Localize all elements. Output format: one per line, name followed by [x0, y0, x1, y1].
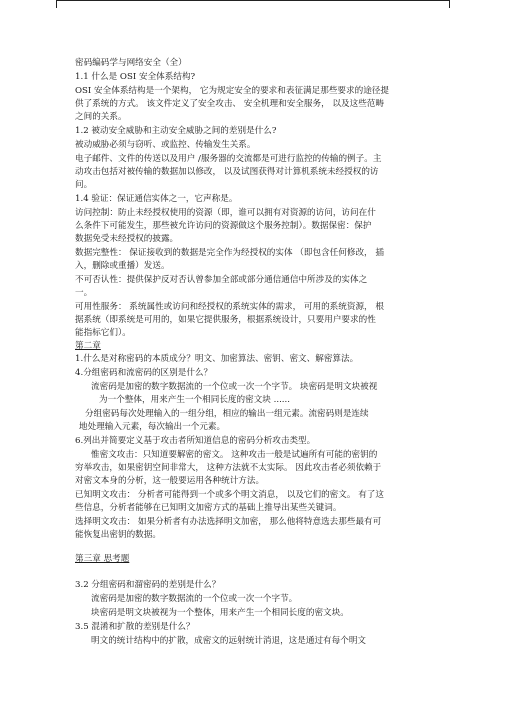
text-line: OSI 安全体系结构是一个架构， 它为规定安全的要求和表征满足那些要求的途径提 [75, 86, 389, 96]
top-border-rule [56, 0, 449, 1]
text-line: 电子邮件、文件的传送以及用户 /服务器的交流都是可进行监控的传输的例子。主 [75, 154, 382, 164]
text-line: 为一个整体，用来产生一个相同长度的密文块 ...... [99, 395, 290, 405]
text-line: 1.1 什么是 OSI 安全体系结构? [75, 72, 196, 82]
text-line: 一。 [75, 288, 93, 298]
text-line: 么条件下可能发生，那些被允许访问的资源做这个服务控制）。数据保密：保护 [75, 221, 372, 231]
text-line: 能指标它们）。 [75, 328, 131, 338]
text-line: 能恢复出密钥的数据。 [75, 530, 161, 540]
text-line: 1.什么是对称密码的本质成分？明文、加密算法、密钥、密文、解密算法。 [75, 354, 359, 364]
text-line: 密码编码学与网络安全（全） [75, 58, 187, 68]
text-line: 不可否认性：提供保护反对否认曾参加全部或部分通信通信中所涉及的实体之 [75, 275, 368, 285]
text-line: 数据完整性： 保证接收到的数据是完全作为经授权的实体 （即包含任何修改， 插 [75, 248, 384, 258]
text-line: 些信息，分析者能够在已知明文加密方式的基础上推导出某些关键词。 [75, 503, 342, 513]
text-line: 1.2 被动安全威胁和主动安全威胁之间的差别是什么? [75, 126, 277, 136]
text-line: 分组密码每次处理输入的一组分组，相应的输出一组元素。流密码则是连续 [85, 409, 369, 419]
text-line: 之间的关系。 [75, 112, 127, 122]
section-heading: 第三章 思考题 [75, 554, 130, 564]
text-line: 供了系统的方式。 该文件定义了安全攻击、 安全机理和安全服务， 以及这些范畴 [75, 99, 384, 109]
text-line: 选择明文攻击： 如果分析者有办法选择明文加密， 那么他将特意选去那些最有可 [75, 517, 382, 527]
text-line: 穷举攻击，如果密钥空间非常大， 这种方法就不太实际。 因此攻击者必须依赖于 [75, 463, 382, 473]
text-line: 块密码是明文块被视为一个整体，用来产生一个相同长度的密文块。 [91, 608, 349, 618]
text-line: 惟密文攻击：只知道要解密的密文。 这种攻击一般是试遍所有可能的密钥的 [91, 450, 378, 460]
text-line: 可用性服务： 系统属性或访问和经授权的系统实体的需求， 可用的系统资源， 根 [75, 302, 384, 312]
text-line: 入，删除或重播）发送。 [75, 261, 170, 271]
text-line: 数据免受未经授权的披露。 [75, 234, 179, 244]
text-line: 1.4 验证：保证通信实体之一，它声称是。 [75, 194, 238, 204]
section-heading: 第二章 [75, 341, 101, 351]
text-line: 4.分组密码和流密码的区别是什么？ [75, 368, 213, 378]
text-line: 流密码是加密的数字数据流的一个位或一次一个字节。 [91, 594, 298, 604]
left-margin-tick [56, 0, 57, 8]
text-line: 3.2 分组密码和溜密码的差别是什么？ [75, 580, 221, 590]
text-line: 动攻击包括对被传输的数据加以修改， 以及试图获得对计算机系统未经授权的访 [75, 167, 379, 177]
text-line: 已知明文攻击： 分析者可能得到一个或多个明文消息， 以及它们的密文。 有了这 [75, 490, 384, 500]
text-line: 6.列出并简要定义基于攻击者所知道信息的密码分析攻击类型。 [75, 436, 316, 446]
text-line: 地处理输入元素，每次输出一个元素。 [79, 422, 226, 432]
text-line: 对密文本身的分析，这一般要运用各种统计方法。 [75, 476, 265, 486]
text-line: 问。 [75, 180, 93, 190]
text-line: 明文的统计结构中的扩散，成密文的远射统计消退，这是通过有每个明文 [91, 636, 367, 646]
text-line: 3.5 混淆和扩散的差别是什么？ [75, 622, 195, 632]
text-line: 被动威胁必须与窃听、或监控、传输发生关系。 [75, 140, 256, 150]
text-line: 流密码是加密的数字数据流的一个位或一次一个字节。 块密码是明文块被视 [91, 382, 378, 392]
text-line: 访问控制：防止未经授权使用的资源（即，谁可以拥有对资源的访问，访问在什 [75, 208, 376, 218]
text-line: 据系统（即系统是可用的，如果它提供服务，根据系统设计，只要用户要求的性 [75, 315, 376, 325]
right-margin-tick [449, 0, 450, 8]
